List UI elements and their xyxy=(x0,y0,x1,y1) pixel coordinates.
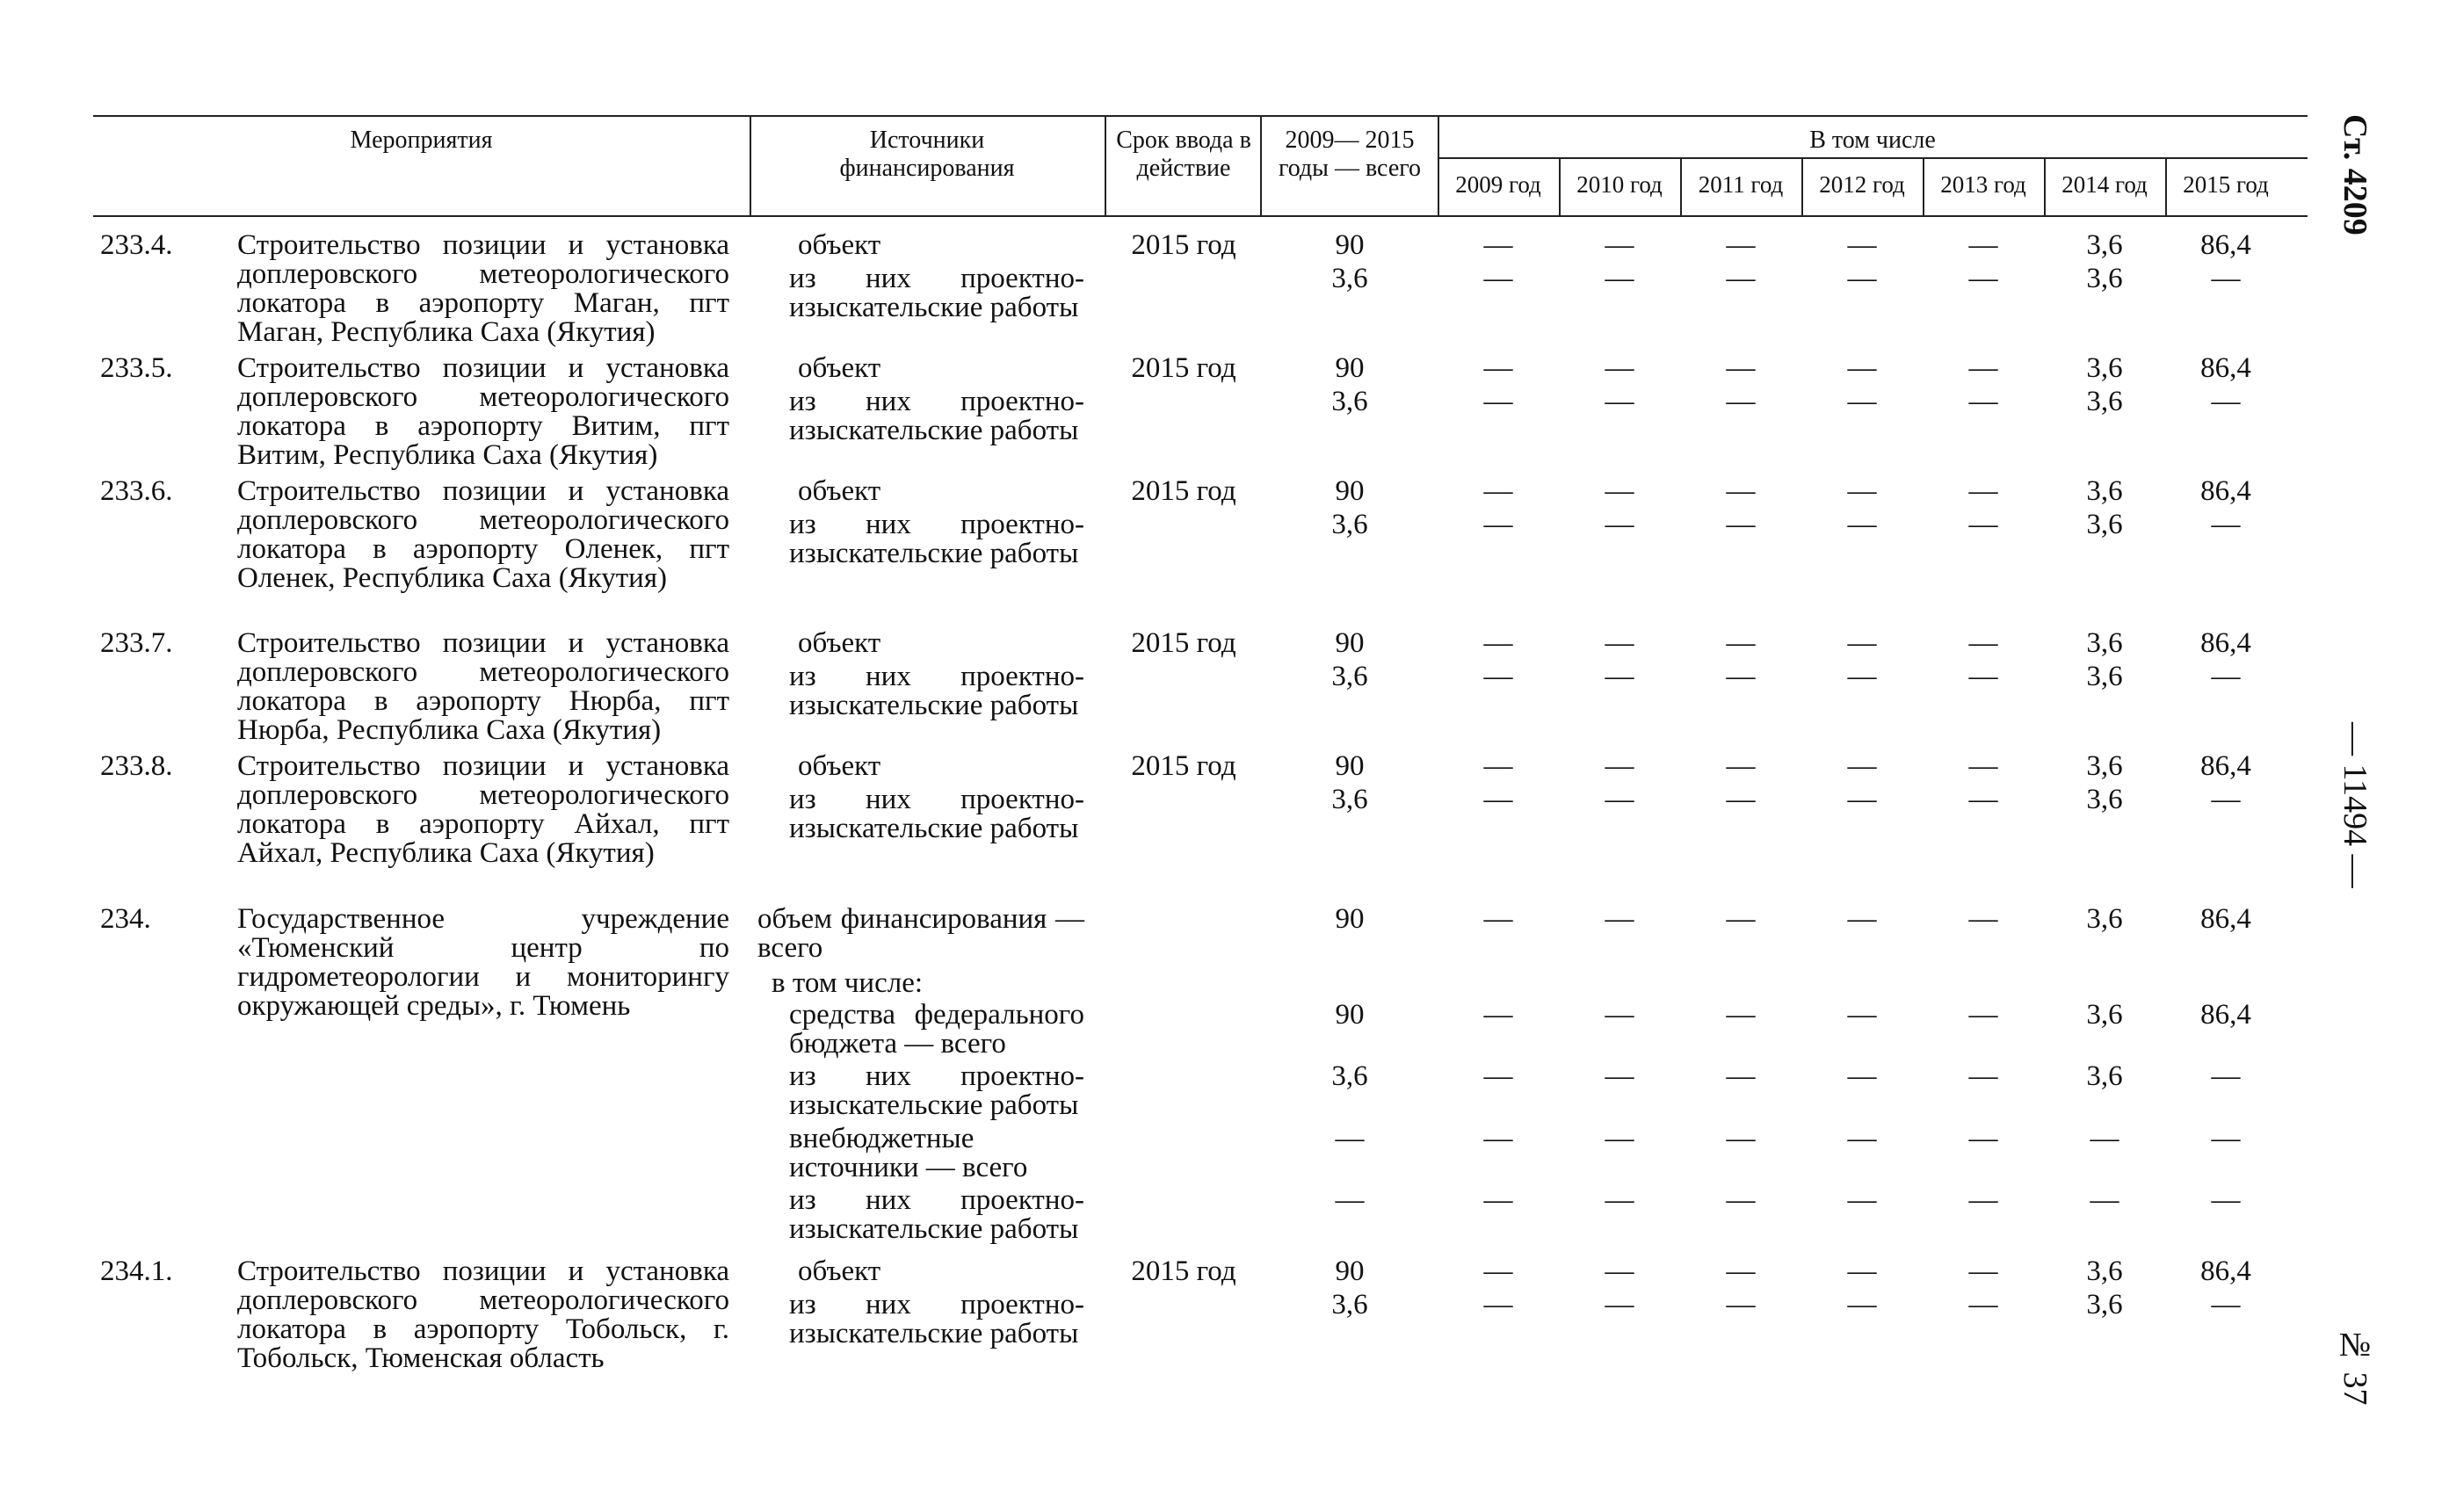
year-value: — xyxy=(1605,352,1634,384)
year-value: — xyxy=(1605,999,1634,1031)
year-value: — xyxy=(1726,509,1756,540)
measure-text: Государственное учреждение «Тюменский центр по гидрометеорологии и мониторингу окружающей среды», г. Тюмень xyxy=(237,903,729,1022)
total-value: 3,6 xyxy=(1331,1289,1368,1320)
year-value: — xyxy=(1726,750,1756,782)
year-value: 86,4 xyxy=(2200,903,2251,935)
year-value: 3,6 xyxy=(2086,1289,2123,1320)
header-year: 2014 год xyxy=(2061,171,2148,198)
term-value: 2015 год xyxy=(1131,352,1236,384)
document-number: — 11494 — xyxy=(2337,722,2373,888)
year-value: 3,6 xyxy=(2086,784,2123,815)
year-value: — xyxy=(1726,627,1756,659)
year-value: — xyxy=(2211,1123,2241,1154)
year-value: — xyxy=(2211,1060,2241,1092)
year-value: — xyxy=(1483,352,1513,384)
year-value: — xyxy=(1605,509,1634,540)
header-year: 2013 год xyxy=(1940,171,2026,198)
year-value: — xyxy=(1726,999,1756,1031)
year-value: — xyxy=(1726,1184,1756,1216)
source-text: из них проектно-изыскательские работы xyxy=(789,509,1084,569)
source-text: из них проектно-изыскательские работы xyxy=(789,1289,1084,1349)
total-value: 90 xyxy=(1335,1255,1365,1287)
year-value: — xyxy=(1847,1060,1877,1092)
row-number: 233.7. xyxy=(100,627,173,659)
term-value: 2015 год xyxy=(1131,1255,1236,1287)
row-number: 233.8. xyxy=(100,750,173,782)
term-value: 2015 год xyxy=(1131,475,1236,507)
header-term: Срок ввода в действие xyxy=(1116,127,1251,182)
year-value: — xyxy=(1726,1255,1756,1287)
measure-text: Строительство позиции и установка доплеровского метеорологического локатора в аэропорту Оленек, пгт Оленек, Республика Саха (Якутия) xyxy=(237,475,729,594)
total-value: — xyxy=(1335,1184,1365,1216)
year-value: — xyxy=(1605,1255,1634,1287)
year-value: — xyxy=(1605,784,1634,815)
year-value: — xyxy=(1726,1289,1756,1320)
year-value: — xyxy=(1726,1123,1756,1154)
year-value: — xyxy=(1483,475,1513,507)
col-divider xyxy=(1260,115,1262,217)
year-value: — xyxy=(1847,903,1877,935)
source-text: объект xyxy=(798,1255,881,1287)
total-value: 3,6 xyxy=(1331,784,1368,815)
year-value: — xyxy=(2211,263,2241,294)
year-value: — xyxy=(1726,784,1756,815)
year-value: — xyxy=(1605,386,1634,417)
row-number: 234. xyxy=(100,903,151,935)
total-value: 3,6 xyxy=(1331,661,1368,692)
year-value: — xyxy=(1483,661,1513,692)
year-value: — xyxy=(2211,784,2241,815)
year-value: — xyxy=(1605,1184,1634,1216)
source-text: из них проектно-изыскательские работы xyxy=(789,1060,1084,1121)
year-value: — xyxy=(1968,263,1998,294)
source-text: объект xyxy=(798,352,881,384)
total-value: 90 xyxy=(1335,475,1365,507)
year-value: 3,6 xyxy=(2086,352,2123,384)
year-value: — xyxy=(1847,263,1877,294)
year-value: — xyxy=(1483,1184,1513,1216)
measure-text: Строительство позиции и установка доплеровского метеорологического локатора в аэропорту Тобольск, г. Тобольск, Тюменская область xyxy=(237,1255,729,1374)
total-value: 3,6 xyxy=(1331,263,1368,294)
measure-text: Строительство позиции и установка доплеровского метеорологического локатора в аэропорту Витим, пгт Витим, Республика Саха (Якутия) xyxy=(237,352,729,471)
year-value: — xyxy=(1605,903,1634,935)
year-value: 3,6 xyxy=(2086,1060,2123,1092)
row-number: 233.6. xyxy=(100,475,173,507)
year-value: — xyxy=(1968,352,1998,384)
year-value: 86,4 xyxy=(2200,999,2251,1031)
source-text: из них проектно-изыскательские работы xyxy=(789,661,1084,721)
year-value: 3,6 xyxy=(2086,750,2123,782)
year-value: 86,4 xyxy=(2200,1255,2251,1287)
total-value: 90 xyxy=(1335,352,1365,384)
year-value: — xyxy=(1726,263,1756,294)
year-value: 3,6 xyxy=(2086,661,2123,692)
source-text: средства федерального бюджета — всего xyxy=(789,999,1084,1060)
year-value: — xyxy=(1847,784,1877,815)
year-value: 3,6 xyxy=(2086,229,2123,261)
year-value: — xyxy=(2211,1184,2241,1216)
total-value: 90 xyxy=(1335,999,1365,1031)
total-value: 90 xyxy=(1335,627,1365,659)
year-value: — xyxy=(1968,784,1998,815)
year-value: — xyxy=(1847,386,1877,417)
total-value: 3,6 xyxy=(1331,1060,1368,1092)
year-value: — xyxy=(2211,661,2241,692)
source-text: из них проектно-изыскательские работы xyxy=(789,263,1084,323)
row-number: 234.1. xyxy=(100,1255,173,1287)
year-value: — xyxy=(2211,509,2241,540)
source-text: из них проектно-изыскательские работы xyxy=(789,386,1084,446)
year-value: — xyxy=(1968,475,1998,507)
source-text: объект xyxy=(798,229,881,261)
issue-number: № 37 xyxy=(2337,1327,2373,1406)
year-value: — xyxy=(1605,1123,1634,1154)
year-value: — xyxy=(1968,999,1998,1031)
year-value: — xyxy=(1726,229,1756,261)
row-number: 233.4. xyxy=(100,229,173,261)
year-value: — xyxy=(1847,509,1877,540)
total-value: 3,6 xyxy=(1331,509,1368,540)
year-value: 3,6 xyxy=(2086,263,2123,294)
year-value: — xyxy=(1968,903,1998,935)
year-value: — xyxy=(1483,1060,1513,1092)
year-value: 3,6 xyxy=(2086,386,2123,417)
year-value: 3,6 xyxy=(2086,903,2123,935)
year-value: 3,6 xyxy=(2086,509,2123,540)
year-value: — xyxy=(1847,1184,1877,1216)
year-value: — xyxy=(1847,1289,1877,1320)
source-text: из них проектно-изыскательские работы xyxy=(789,1184,1084,1245)
source-text: объект xyxy=(798,627,881,659)
source-text: в том числе: xyxy=(772,967,924,999)
year-value: — xyxy=(1968,229,1998,261)
term-value: 2015 год xyxy=(1131,627,1236,659)
year-value: — xyxy=(1968,1060,1998,1092)
year-value: — xyxy=(1483,903,1513,935)
year-value: — xyxy=(1847,475,1877,507)
year-value: — xyxy=(1483,784,1513,815)
source-text: внебюджетные источники — всего xyxy=(789,1123,1028,1183)
year-value: — xyxy=(1483,1123,1513,1154)
year-value: — xyxy=(1847,229,1877,261)
year-value: 3,6 xyxy=(2086,627,2123,659)
year-value: — xyxy=(1605,229,1634,261)
year-value: — xyxy=(1847,1255,1877,1287)
year-value: — xyxy=(2211,386,2241,417)
year-value: — xyxy=(1726,386,1756,417)
year-value: — xyxy=(1968,627,1998,659)
year-value: 3,6 xyxy=(2086,1255,2123,1287)
term-value: 2015 год xyxy=(1131,229,1236,261)
year-value: — xyxy=(1605,263,1634,294)
source-text: из них проектно-изыскательские работы xyxy=(789,784,1084,844)
col-divider xyxy=(1105,115,1106,217)
year-value: — xyxy=(1847,750,1877,782)
year-value: — xyxy=(1726,352,1756,384)
year-value: — xyxy=(1605,1060,1634,1092)
year-value: — xyxy=(1726,475,1756,507)
year-value: — xyxy=(1968,1289,1998,1320)
year-value: — xyxy=(1605,750,1634,782)
total-value: 3,6 xyxy=(1331,386,1368,417)
total-value: 90 xyxy=(1335,903,1365,935)
header-year: 2010 год xyxy=(1576,171,1663,198)
year-value: — xyxy=(1605,1289,1634,1320)
year-value: — xyxy=(1968,661,1998,692)
table-top-rule xyxy=(93,115,2308,117)
year-value: — xyxy=(2090,1123,2119,1154)
year-value: — xyxy=(1726,661,1756,692)
header-bottom-rule xyxy=(93,215,2308,217)
year-value: — xyxy=(1726,1060,1756,1092)
year-value: — xyxy=(1483,1289,1513,1320)
year-value: — xyxy=(2211,1289,2241,1320)
year-value: — xyxy=(1483,750,1513,782)
col-divider xyxy=(750,115,751,217)
year-value: — xyxy=(1605,627,1634,659)
year-value: — xyxy=(2090,1184,2119,1216)
year-value: 86,4 xyxy=(2200,229,2251,261)
year-value: — xyxy=(1726,903,1756,935)
header-year: 2015 год xyxy=(2183,171,2269,198)
years-subheader-rule xyxy=(1438,157,2308,159)
year-value: — xyxy=(1483,1255,1513,1287)
header-including: В том числе xyxy=(1809,127,1936,154)
year-value: — xyxy=(1483,229,1513,261)
page-number: Ст. 4209 xyxy=(2337,114,2373,235)
year-value: — xyxy=(1968,1184,1998,1216)
year-value: 86,4 xyxy=(2200,352,2251,384)
header-year: 2012 год xyxy=(1819,171,1905,198)
source-text: объект xyxy=(798,475,881,507)
year-value: — xyxy=(1968,1255,1998,1287)
header-total: 2009— 2015 годы — всего xyxy=(1278,127,1422,182)
year-value: — xyxy=(1483,999,1513,1031)
header-measures: Мероприятия xyxy=(350,127,493,154)
source-text: объем финансирования — всего xyxy=(757,903,1084,964)
year-value: — xyxy=(1968,509,1998,540)
year-value: — xyxy=(1483,509,1513,540)
year-value: — xyxy=(1847,1123,1877,1154)
source-text: объект xyxy=(798,750,881,782)
total-value: 90 xyxy=(1335,750,1365,782)
measure-text: Строительство позиции и установка доплеровского метеорологического локатора в аэропорту Нюрба, пгт Нюрба, Республика Саха (Якутия) xyxy=(237,627,729,746)
year-value: — xyxy=(1605,661,1634,692)
year-value: — xyxy=(1847,661,1877,692)
year-value: — xyxy=(1847,627,1877,659)
year-value: 86,4 xyxy=(2200,475,2251,507)
measure-text: Строительство позиции и установка доплеровского метеорологического локатора в аэропорту Айхал, пгт Айхал, Республика Саха (Якутия) xyxy=(237,750,729,869)
header-sources: Источники финансирования xyxy=(839,127,1015,182)
year-value: — xyxy=(1483,627,1513,659)
year-value: 86,4 xyxy=(2200,750,2251,782)
row-number: 233.5. xyxy=(100,352,173,384)
year-value: — xyxy=(1847,999,1877,1031)
year-value: — xyxy=(1483,386,1513,417)
year-value: — xyxy=(1483,263,1513,294)
header-year: 2011 год xyxy=(1698,171,1784,198)
year-value: 3,6 xyxy=(2086,475,2123,507)
year-value: 3,6 xyxy=(2086,999,2123,1031)
year-value: — xyxy=(1968,386,1998,417)
year-value: — xyxy=(1968,750,1998,782)
header-year: 2009 год xyxy=(1455,171,1541,198)
measure-text: Строительство позиции и установка доплеровского метеорологического локатора в аэропорту Маган, пгт Маган, Республика Саха (Якутия) xyxy=(237,229,729,348)
total-value: — xyxy=(1335,1123,1365,1154)
year-value: 86,4 xyxy=(2200,627,2251,659)
term-value: 2015 год xyxy=(1131,750,1236,782)
year-value: — xyxy=(1605,475,1634,507)
total-value: 90 xyxy=(1335,229,1365,261)
year-value: — xyxy=(1968,1123,1998,1154)
year-value: — xyxy=(1847,352,1877,384)
